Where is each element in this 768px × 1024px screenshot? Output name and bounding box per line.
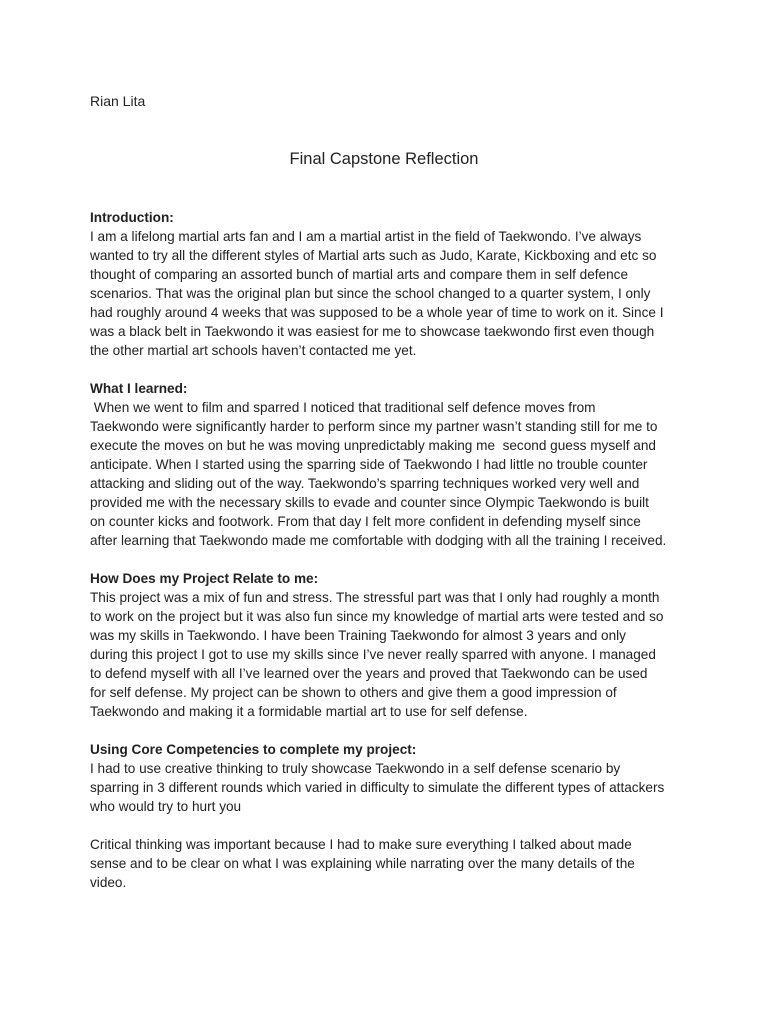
paragraph-line: Critical thinking was important because I had to make sure everything I talked about made: [90, 837, 632, 852]
paragraph-line: video.: [90, 875, 127, 890]
paragraph-line: thought of comparing an assorted bunch of martial arts and compare them in self defence: [90, 267, 629, 282]
section-heading: What I learned:: [90, 381, 188, 396]
paragraph-line: This project was a mix of fun and stress. The stressful part was that I only had roughly a month: [90, 590, 660, 605]
paragraph-line: wanted to try all the different styles of Martial arts such as Judo, Karate, Kickboxing and etc so: [90, 248, 657, 263]
paragraph-line: sparring in 3 different rounds which varied in difficulty to simulate the different types of attackers: [90, 780, 665, 795]
section-gap: [90, 550, 690, 569]
document-body: [90, 208, 690, 892]
paragraph-line: Taekwondo were significantly harder to perform since my partner wasn’t standing still for me to: [90, 419, 658, 434]
paragraph-line: sense and to be clear on what I was explaining while narrating over the many details of the: [90, 856, 635, 871]
paragraph-line: to work on the project but it was also fun since my knowledge of martial arts were tested and so: [90, 609, 664, 624]
section: [90, 379, 690, 550]
paragraph-line: during this project I got to use my skills since I’ve never really sparred with anyone. I managed: [90, 647, 656, 662]
section-gap: [90, 816, 690, 835]
paragraph-line: for self defense. My project can be shown to others and give them a good impression of: [90, 685, 617, 700]
section: [90, 835, 690, 892]
section-heading: How Does my Project Relate to me:: [90, 571, 319, 586]
paragraph-line: attacking and sliding out of the way. Taekwondo’s sparring techniques worked very well and: [90, 476, 640, 491]
paragraph-line: after learning that Taekwondo made me comfortable with dodging with all the training I received.: [90, 533, 667, 548]
section-heading: Using Core Competencies to complete my project:: [90, 742, 417, 757]
author-name: Rian Lita: [90, 93, 146, 109]
paragraph-line: had roughly around 4 weeks that was supposed to be a whole year of time to work on it. Since I: [90, 305, 664, 320]
section: [90, 740, 690, 816]
document-title: Final Capstone Reflection: [289, 150, 479, 168]
paragraph-line: scenarios. That was the original plan but since the school changed to a quarter system, I only: [90, 286, 651, 301]
section-heading: Introduction:: [90, 210, 174, 225]
paragraph-line: I am a lifelong martial arts fan and I am a martial artist in the field of Taekwondo. I’ve always: [90, 229, 642, 244]
paragraph-line: the other martial art schools haven’t contacted me yet.: [90, 343, 417, 358]
paragraph-line: execute the moves on but he was moving unpredictably making me second guess myself and: [90, 438, 656, 453]
paragraph-line: was my skills in Taekwondo. I have been Training Taekwondo for almost 3 years and only: [90, 628, 626, 643]
paragraph-line: anticipate. When I started using the sparring side of Taekwondo I had little no trouble counter: [90, 457, 648, 472]
paragraph-line: was a black belt in Taekwondo it was easiest for me to showcase taekwondo first even though: [90, 324, 655, 339]
paragraph-line: Taekwondo and making it a formidable martial art to use for self defense.: [90, 704, 528, 719]
paragraph-line: on counter kicks and footwork. From that day I felt more confident in defending myself since: [90, 514, 641, 529]
paragraph-line: When we went to film and sparred I noticed that traditional self defence moves from: [90, 400, 596, 415]
section-gap: [90, 360, 690, 379]
paragraph-line: provided me with the necessary skills to evade and counter since Olympic Taekwondo is built: [90, 495, 649, 510]
paragraph-line: to defend myself with all I’ve learned over the years and proved that Taekwondo can be used: [90, 666, 648, 681]
section: [90, 569, 690, 721]
section-gap: [90, 721, 690, 740]
paragraph-line: I had to use creative thinking to truly showcase Taekwondo in a self defense scenario by: [90, 761, 621, 776]
paragraph-line: who would try to hurt you: [90, 799, 242, 814]
section: [90, 208, 690, 360]
